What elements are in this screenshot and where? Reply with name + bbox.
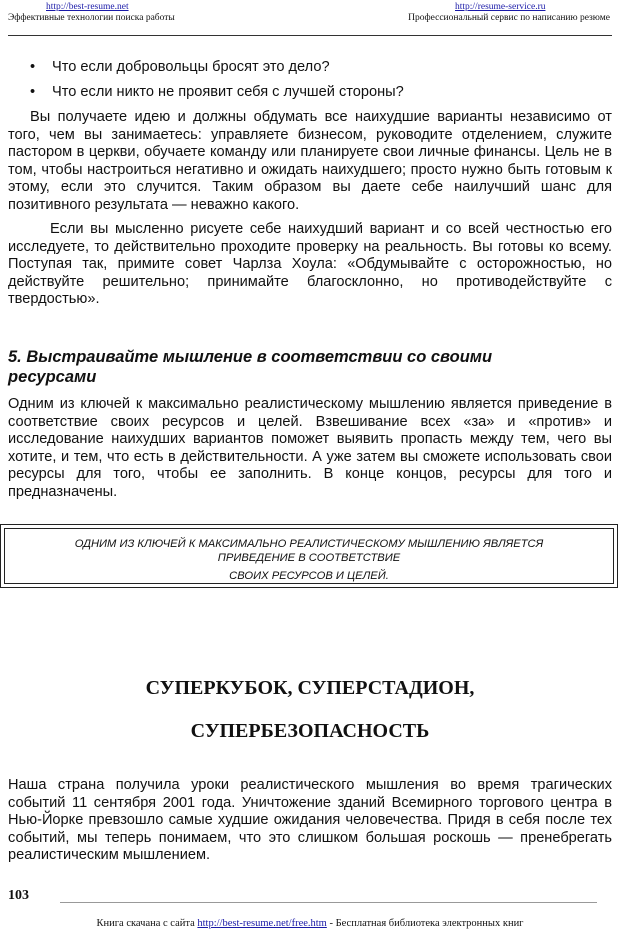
paragraph: Вы получаете идею и должны обдумать все наихудшие варианты независимо от того, чем вы занимаетесь: управляете бизнесом, руководите отделением, служите пастором в церкви, обучаете команду или планируете свои личные финансы. Цель не в том, чтобы настроиться негативно и ожидать наихудшего; просто нужно быть готовым к этому, если это случится. Таким образом вы даете себе наилучший шанс для позитивного результата — неважно какого. (8, 109, 612, 213)
chapter-title-line: СУПЕРБЕЗОПАСНОСТЬ (190, 720, 430, 742)
bullet-item: • Что если никто не проявит себя с лучшей стороны? (30, 84, 404, 100)
footer-divider (60, 902, 597, 903)
footer-line (0, 918, 620, 929)
callout-box (0, 524, 618, 588)
paragraph: Если вы мысленно рисуете себе наихудший вариант и со всей честностью его исследуете, то действительно проходите проверку на реальность. Вы готовы ко всему. Поступая так, примите совет Чарлза Хоула: «Обдумывайте с осторожностью, но действуйте решительно; принимайте благосклонно, но противодействуйте с твердостью». (8, 221, 612, 308)
callout-line: ОДНИМ ИЗ КЛЮЧЕЙ К МАКСИМАЛЬНО РЕАЛИСТИЧЕСКОМУ МЫШЛЕНИЮ ЯВЛЯЕТСЯ ПРИВЕДЕНИЕ В СООТВЕТСТВИЕ (74, 538, 544, 564)
header-right-link[interactable]: http://resume-service.ru (455, 2, 546, 12)
section-heading: 5. Выстраивайте мышление в соответствии со своими ресурсами (8, 348, 493, 386)
header-left-text: Эффективные технологии поиска работы (8, 13, 175, 23)
paragraph: Одним из ключей к максимально реалистическому мышлению является приведение в соответствие своих ресурсов и целей. Взвешивание всех «за» и «против» и исследование наихудших вариантов поможет выявить пропасть между тем, чего вы хотите, и тем, что есть в действительности. А уже затем вы сможете использовать свои ресурсы для того, чтобы ее заполнить. В конце концов, ресурсы для того и предназначены. (8, 396, 612, 500)
bullet-text: Что если никто не проявит себя с лучшей стороны? (52, 84, 404, 100)
footer-prefix: Книга скачана с сайта (96, 918, 195, 929)
paragraph: Наша страна получила уроки реалистического мышления во время трагических событий 11 сентября 2001 года. Уничтожение зданий Всемирного торгового центра в Нью-Йорке превзошло самые худшие ожидания человечества. Придя в себя после тех событий, мы теперь понимаем, что это слишком большая роскошь — пренебрегать реалистическим мышлением. (8, 777, 612, 864)
header-right-text: Профессиональный сервис по написанию резюме (408, 13, 610, 23)
header-left-link[interactable]: http://best-resume.net (46, 2, 129, 12)
callout-line: СВОИХ РЕСУРСОВ И ЦЕЛЕЙ. (229, 570, 389, 582)
footer-link[interactable]: http://best-resume.net/free.htm (197, 918, 327, 929)
chapter-title-line: СУПЕРКУБОК, СУПЕРСТАДИОН, (145, 677, 475, 699)
bullet-item: • Что если добровольцы бросят это дело? (30, 59, 330, 75)
page-number: 103 (8, 888, 29, 903)
bullet-text: Что если добровольцы бросят это дело? (52, 59, 330, 75)
header-divider (8, 35, 612, 36)
footer-suffix: - Бесплатная библиотека электронных книг (329, 918, 524, 929)
